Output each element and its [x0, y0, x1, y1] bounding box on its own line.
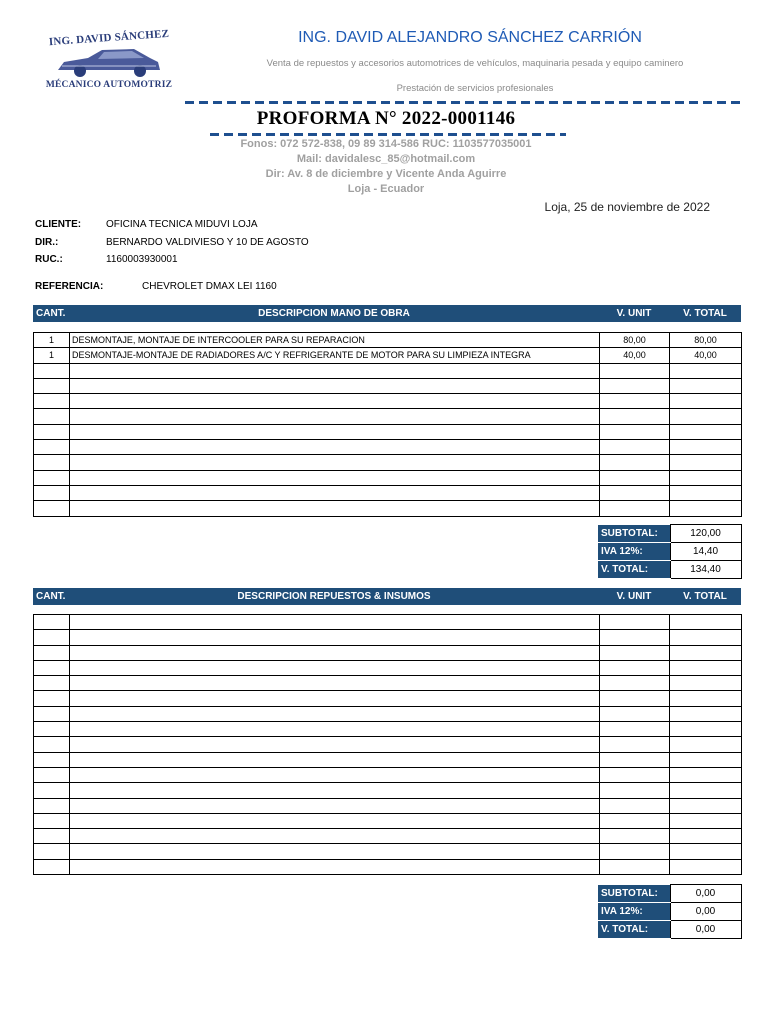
row-cant	[34, 691, 70, 706]
row-cant	[34, 440, 70, 455]
row-cant	[34, 798, 70, 813]
row-cant: 1	[34, 333, 70, 348]
row-unit-price	[600, 767, 670, 782]
row-total-price	[670, 424, 742, 439]
parts-header-desc: DESCRIPCION REPUESTOS & INSUMOS	[237, 591, 431, 602]
row-total-price	[670, 455, 742, 470]
row-cant	[34, 470, 70, 485]
row-unit-price	[600, 722, 670, 737]
totals-value: 14,40	[670, 543, 741, 561]
totals-label: V. TOTAL:	[598, 561, 670, 579]
row-description	[70, 615, 600, 630]
row-description	[70, 440, 600, 455]
row-total-price	[670, 722, 742, 737]
row-total-price: 80,00	[670, 333, 742, 348]
row-unit-price	[600, 752, 670, 767]
row-description	[70, 363, 600, 378]
row-unit-price	[600, 813, 670, 828]
row-total-price	[670, 783, 742, 798]
table-row	[34, 455, 742, 470]
row-description	[70, 829, 600, 844]
row-unit-price	[600, 783, 670, 798]
table-row	[34, 378, 742, 393]
row-total-price: 40,00	[670, 348, 742, 363]
row-unit-price	[600, 706, 670, 721]
row-cant	[34, 767, 70, 782]
totals-value: 0,00	[670, 885, 741, 903]
labor-table	[33, 332, 742, 517]
totals-value: 120,00	[670, 525, 741, 543]
row-cant	[34, 645, 70, 660]
row-description	[70, 394, 600, 409]
car-icon	[54, 44, 164, 80]
totals-value: 134,40	[670, 561, 741, 579]
labor-totals	[598, 524, 742, 579]
cliente-value: OFICINA TECNICA MIDUVI LOJA	[106, 219, 258, 230]
row-total-price	[670, 706, 742, 721]
row-description	[70, 660, 600, 675]
row-unit-price	[600, 737, 670, 752]
row-description	[70, 409, 600, 424]
totals-row	[598, 885, 741, 903]
table-row	[34, 363, 742, 378]
logo-top-text: ING. DAVID SÁNCHEZ	[48, 27, 170, 49]
row-total-price	[670, 676, 742, 691]
row-cant	[34, 844, 70, 859]
row-description	[70, 813, 600, 828]
row-description	[70, 859, 600, 874]
table-row	[34, 813, 742, 828]
row-description	[70, 737, 600, 752]
row-unit-price	[600, 798, 670, 813]
row-description	[70, 844, 600, 859]
row-unit-price	[600, 691, 670, 706]
totals-value: 0,00	[670, 921, 741, 939]
row-unit-price	[600, 363, 670, 378]
table-row	[34, 409, 742, 424]
row-unit-price	[600, 630, 670, 645]
row-unit-price	[600, 501, 670, 516]
contact-phones: Fonos: 072 572-838, 09 89 314-586 RUC: 1103577035001	[240, 138, 532, 150]
company-name: ING. DAVID ALEJANDRO SÁNCHEZ CARRIÓN	[298, 29, 642, 46]
row-unit-price	[600, 394, 670, 409]
row-total-price	[670, 813, 742, 828]
table-row	[34, 615, 742, 630]
row-unit-price	[600, 660, 670, 675]
title-divider	[210, 133, 566, 136]
row-cant	[34, 455, 70, 470]
totals-label: IVA 12%:	[598, 543, 670, 561]
row-cant	[34, 409, 70, 424]
row-total-price	[670, 394, 742, 409]
row-description	[70, 798, 600, 813]
row-cant	[34, 752, 70, 767]
row-unit-price	[600, 455, 670, 470]
row-unit-price	[600, 378, 670, 393]
row-total-price	[670, 615, 742, 630]
row-cant	[34, 859, 70, 874]
row-cant	[34, 615, 70, 630]
row-cant	[34, 829, 70, 844]
row-unit-price	[600, 844, 670, 859]
table-row	[34, 645, 742, 660]
row-description	[70, 455, 600, 470]
row-total-price	[670, 630, 742, 645]
table-row	[34, 767, 742, 782]
totals-row	[598, 921, 741, 939]
row-cant	[34, 394, 70, 409]
company-logo	[44, 27, 174, 94]
row-cant	[34, 363, 70, 378]
company-tagline: Venta de repuestos y accesorios automotrices de vehículos, maquinaria pesada y equipo caminero	[266, 58, 684, 69]
row-unit-price	[600, 645, 670, 660]
row-total-price	[670, 859, 742, 874]
labor-table-header	[33, 305, 741, 322]
row-cant	[34, 783, 70, 798]
header-divider	[185, 101, 741, 104]
row-description	[70, 485, 600, 500]
ruc-label: RUC.:	[35, 254, 63, 265]
company-services: Prestación de servicios profesionales	[396, 83, 554, 94]
table-row	[34, 485, 742, 500]
row-unit-price: 80,00	[600, 333, 670, 348]
table-row	[34, 783, 742, 798]
referencia-label: REFERENCIA:	[35, 281, 104, 292]
table-row	[34, 706, 742, 721]
table-row	[34, 470, 742, 485]
row-unit-price	[600, 409, 670, 424]
row-cant	[34, 722, 70, 737]
row-total-price	[670, 440, 742, 455]
row-cant: 1	[34, 348, 70, 363]
table-row	[34, 501, 742, 516]
referencia-value: CHEVROLET DMAX LEI 1160	[142, 281, 277, 292]
contact-address: Dir: Av. 8 de diciembre y Vicente Anda Aguirre	[265, 168, 507, 180]
row-cant	[34, 630, 70, 645]
row-total-price	[670, 844, 742, 859]
table-row	[34, 440, 742, 455]
row-description	[70, 645, 600, 660]
row-description	[70, 767, 600, 782]
table-row	[34, 737, 742, 752]
row-total-price	[670, 798, 742, 813]
totals-label: SUBTOTAL:	[598, 525, 670, 543]
table-row	[34, 333, 742, 348]
table-row	[34, 844, 742, 859]
totals-label: V. TOTAL:	[598, 921, 670, 939]
dir-value: BERNARDO VALDIVIESO Y 10 DE AGOSTO	[106, 237, 309, 248]
row-description	[70, 378, 600, 393]
parts-header-vtotal: V. TOTAL	[683, 591, 727, 602]
row-cant	[34, 660, 70, 675]
labor-header-vtotal: V. TOTAL	[683, 308, 727, 319]
table-row	[34, 752, 742, 767]
row-total-price	[670, 501, 742, 516]
row-description: DESMONTAJE, MONTAJE DE INTERCOOLER PARA SU REPARACION	[70, 333, 600, 348]
row-cant	[34, 501, 70, 516]
row-unit-price	[600, 829, 670, 844]
row-description	[70, 470, 600, 485]
labor-header-vunit: V. UNIT	[616, 308, 652, 319]
row-unit-price	[600, 485, 670, 500]
row-total-price	[670, 691, 742, 706]
totals-row	[598, 543, 741, 561]
row-total-price	[670, 645, 742, 660]
row-unit-price	[600, 424, 670, 439]
row-description	[70, 630, 600, 645]
table-row	[34, 394, 742, 409]
table-row	[34, 829, 742, 844]
table-row	[34, 630, 742, 645]
totals-row	[598, 903, 741, 921]
table-row	[34, 424, 742, 439]
row-unit-price	[600, 440, 670, 455]
row-total-price	[670, 470, 742, 485]
row-total-price	[670, 660, 742, 675]
parts-header-vunit: V. UNIT	[616, 591, 652, 602]
proforma-title: PROFORMA N° 2022-0001146	[256, 108, 516, 129]
row-total-price	[670, 363, 742, 378]
totals-label: SUBTOTAL:	[598, 885, 670, 903]
parts-table	[33, 614, 742, 875]
table-row	[34, 676, 742, 691]
row-total-price	[670, 752, 742, 767]
totals-label: IVA 12%:	[598, 903, 670, 921]
row-description	[70, 706, 600, 721]
labor-header-cant: CANT.	[36, 308, 66, 319]
totals-row	[598, 561, 741, 579]
row-unit-price	[600, 615, 670, 630]
labor-header-desc: DESCRIPCION MANO DE OBRA	[258, 308, 410, 319]
row-unit-price	[600, 470, 670, 485]
totals-value: 0,00	[670, 903, 741, 921]
table-row	[34, 691, 742, 706]
contact-city: Loja - Ecuador	[347, 183, 425, 195]
parts-header-cant: CANT.	[36, 591, 66, 602]
row-unit-price	[600, 676, 670, 691]
row-cant	[34, 378, 70, 393]
row-description	[70, 783, 600, 798]
row-description: DESMONTAJE-MONTAJE DE RADIADORES A/C Y REFRIGERANTE DE MOTOR PARA SU LIMPIEZA INTEGRA	[70, 348, 600, 363]
row-cant	[34, 424, 70, 439]
table-row	[34, 348, 742, 363]
row-total-price	[670, 485, 742, 500]
row-cant	[34, 485, 70, 500]
row-description	[70, 424, 600, 439]
parts-totals	[598, 884, 742, 939]
row-total-price	[670, 829, 742, 844]
logo-bottom-text: MÉCANICO AUTOMOTRIZ	[45, 80, 173, 90]
totals-row	[598, 525, 741, 543]
contact-mail: Mail: davidalesc_85@hotmail.com	[296, 153, 476, 165]
row-total-price	[670, 767, 742, 782]
row-description	[70, 752, 600, 767]
row-description	[70, 691, 600, 706]
parts-table-header	[33, 588, 741, 605]
table-row	[34, 660, 742, 675]
table-row	[34, 859, 742, 874]
row-cant	[34, 676, 70, 691]
row-description	[70, 722, 600, 737]
row-total-price	[670, 737, 742, 752]
table-row	[34, 722, 742, 737]
row-cant	[34, 813, 70, 828]
row-cant	[34, 737, 70, 752]
row-unit-price: 40,00	[600, 348, 670, 363]
row-total-price	[670, 409, 742, 424]
row-description	[70, 501, 600, 516]
row-cant	[34, 706, 70, 721]
cliente-label: CLIENTE:	[35, 219, 82, 230]
row-unit-price	[600, 859, 670, 874]
document-date: Loja, 25 de noviembre de 2022	[544, 200, 710, 214]
ruc-value: 1160003930001	[106, 254, 178, 265]
row-description	[70, 676, 600, 691]
dir-label: DIR.:	[35, 237, 59, 248]
table-row	[34, 798, 742, 813]
row-total-price	[670, 378, 742, 393]
